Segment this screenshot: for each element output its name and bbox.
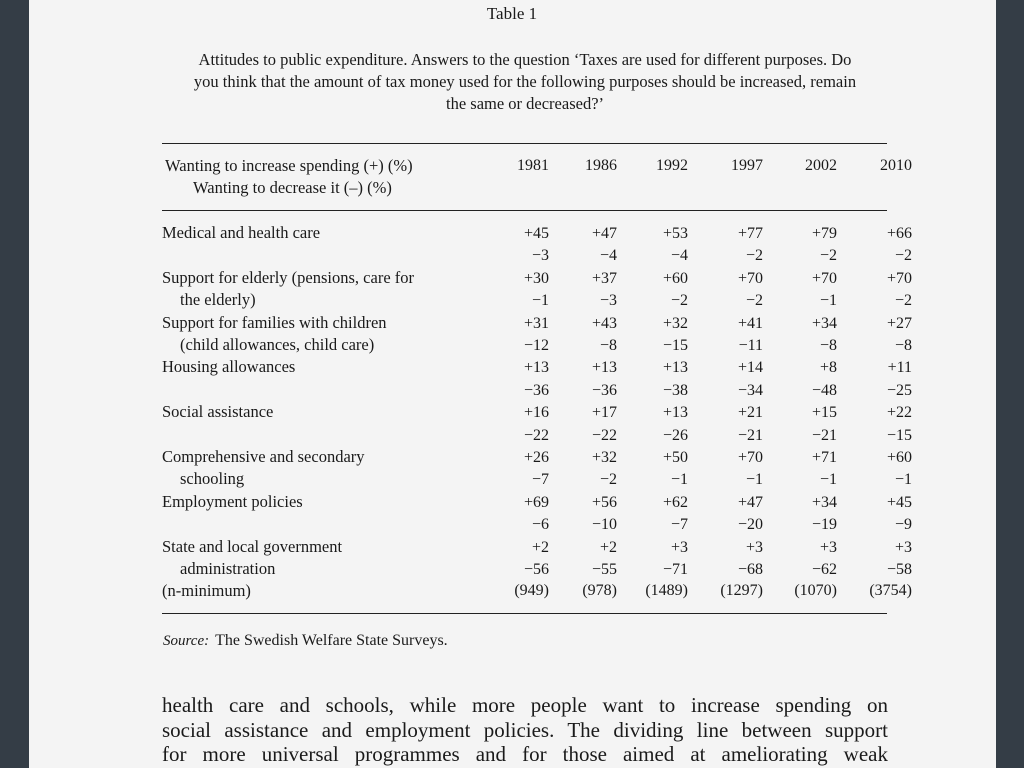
increase-value: +30 xyxy=(523,269,549,287)
increase-value: +60 xyxy=(662,269,688,287)
row-label: Medical and health care xyxy=(162,223,321,242)
decrease-value: −55 xyxy=(591,560,617,578)
year-header: 2002 xyxy=(805,157,837,174)
decrease-value: −1 xyxy=(531,292,549,310)
row-label: Comprehensive and secondary xyxy=(162,446,365,466)
increase-value: +41 xyxy=(737,314,763,332)
increase-value: +2 xyxy=(531,538,549,556)
n-minimum-value: (949) xyxy=(514,582,549,600)
year-header: 1992 xyxy=(656,157,688,174)
decrease-value: −2 xyxy=(745,247,763,265)
increase-value: +79 xyxy=(811,225,837,242)
row-label: Employment policies xyxy=(162,491,303,511)
decrease-value: −21 xyxy=(737,426,763,444)
increase-value: +13 xyxy=(591,359,617,377)
increase-value: +3 xyxy=(819,538,837,556)
decrease-value: −3 xyxy=(599,292,617,310)
header-decrease-label: Wanting to decrease it (–) (%) xyxy=(193,178,392,197)
year-header: 1997 xyxy=(731,157,763,174)
increase-value: +47 xyxy=(591,225,617,242)
table-row xyxy=(162,356,912,401)
decrease-value: −2 xyxy=(670,292,688,310)
decrease-value: −56 xyxy=(523,560,549,578)
decrease-value: −2 xyxy=(894,247,912,265)
decrease-value: −36 xyxy=(523,381,549,399)
row-label-continued: administration xyxy=(180,558,276,578)
table-row xyxy=(162,267,912,312)
decrease-value: −8 xyxy=(599,336,617,354)
table-bottom-rule xyxy=(162,613,887,614)
increase-value: +45 xyxy=(523,225,549,242)
n-minimum-value: (978) xyxy=(582,582,617,600)
increase-value: +66 xyxy=(886,225,912,242)
increase-value: +13 xyxy=(662,359,688,377)
n-minimum-value: (1489) xyxy=(645,582,688,600)
increase-value: +43 xyxy=(591,314,617,332)
decrease-value: −1 xyxy=(894,471,912,489)
n-minimum-value: (1070) xyxy=(794,582,837,600)
table-row xyxy=(162,446,912,491)
year-header: 1986 xyxy=(585,157,617,174)
decrease-value: −62 xyxy=(811,560,837,578)
row-label: State and local government xyxy=(162,536,343,556)
increase-value: +37 xyxy=(591,269,617,287)
increase-value: +70 xyxy=(737,269,763,287)
increase-value: +31 xyxy=(523,314,549,332)
body-line: health care and schools, while more people want to increase spending on xyxy=(162,693,888,717)
increase-value: +13 xyxy=(662,404,688,422)
table-row xyxy=(162,491,912,536)
increase-value: +21 xyxy=(737,404,763,422)
decrease-value: −6 xyxy=(531,516,549,534)
increase-value: +22 xyxy=(886,404,912,422)
n-minimum-value: (1297) xyxy=(720,582,763,600)
decrease-value: −15 xyxy=(662,336,688,354)
row-label-continued: schooling xyxy=(180,469,245,489)
increase-value: +17 xyxy=(591,404,617,422)
decrease-value: −19 xyxy=(811,516,837,534)
decrease-value: −34 xyxy=(737,381,763,399)
decrease-value: −20 xyxy=(737,516,763,534)
body-line: social assistance and employment policies. The dividing line between support xyxy=(162,717,888,742)
table-caption: Attitudes to public expenditure. Answers to the question ‘Taxes are used for different purposes. Do you think that the amount of tax money used for the following purposes should be increased, remain the same or decreased?’ xyxy=(193,50,857,113)
decrease-value: −1 xyxy=(670,471,688,489)
increase-value: +32 xyxy=(662,314,688,332)
table-row xyxy=(162,536,912,581)
row-label: Social assistance xyxy=(162,402,274,422)
decrease-value: −48 xyxy=(811,381,837,399)
decrease-value: −2 xyxy=(894,292,912,310)
increase-value: +32 xyxy=(591,448,617,466)
decrease-value: −12 xyxy=(523,336,549,354)
n-minimum-label: (n-minimum) xyxy=(162,581,251,601)
decrease-value: −4 xyxy=(670,247,688,265)
increase-value: +26 xyxy=(523,448,549,466)
increase-value: +15 xyxy=(811,404,837,422)
table-body xyxy=(162,222,912,603)
document-page xyxy=(29,0,996,768)
increase-value: +70 xyxy=(886,269,912,287)
table-title: Table 1 xyxy=(486,4,538,23)
decrease-value: −1 xyxy=(819,471,837,489)
decrease-value: −25 xyxy=(886,381,912,399)
increase-value: +27 xyxy=(886,314,912,332)
decrease-value: −9 xyxy=(894,516,912,534)
increase-value: +50 xyxy=(662,448,688,466)
increase-value: +77 xyxy=(737,225,763,242)
decrease-value: −36 xyxy=(591,381,617,399)
year-header: 1981 xyxy=(517,157,549,174)
body-line: for more universal programmes and for those aimed at ameliorating weak xyxy=(162,742,888,766)
row-label: Support for families with children xyxy=(162,312,387,332)
body-paragraph xyxy=(162,693,888,767)
decrease-value: −7 xyxy=(531,471,549,489)
row-label: Support for elderly (pensions, care for xyxy=(162,267,415,287)
decrease-value: −4 xyxy=(599,247,617,265)
decrease-value: −2 xyxy=(745,292,763,310)
table-header-rule xyxy=(162,210,887,211)
table-row xyxy=(162,401,912,446)
increase-value: +3 xyxy=(894,538,912,556)
increase-value: +13 xyxy=(523,359,549,377)
decrease-value: −22 xyxy=(591,426,617,444)
increase-value: +14 xyxy=(737,359,763,377)
source-text: The Swedish Welfare State Surveys. xyxy=(215,632,448,649)
increase-value: +16 xyxy=(523,404,549,422)
decrease-value: −10 xyxy=(591,516,617,534)
increase-value: +34 xyxy=(811,493,837,511)
table-row xyxy=(162,222,912,267)
increase-value: +34 xyxy=(811,314,837,332)
increase-value: +47 xyxy=(737,493,763,511)
decrease-value: −38 xyxy=(662,381,688,399)
decrease-value: −1 xyxy=(745,471,763,489)
year-header: 2010 xyxy=(880,157,912,174)
increase-value: +60 xyxy=(886,448,912,466)
increase-value: +45 xyxy=(886,493,912,511)
decrease-value: −8 xyxy=(819,336,837,354)
increase-value: +3 xyxy=(745,538,763,556)
table-row xyxy=(162,312,912,357)
increase-value: +62 xyxy=(662,493,688,511)
decrease-value: −68 xyxy=(737,560,763,578)
row-label: Housing allowances xyxy=(162,357,296,377)
header-increase-label: Wanting to increase spending (+) (%) xyxy=(165,156,413,175)
increase-value: +69 xyxy=(523,493,549,511)
decrease-value: −71 xyxy=(662,560,688,578)
table-source-note xyxy=(163,632,448,650)
decrease-value: −7 xyxy=(670,516,688,534)
n-minimum-value: (3754) xyxy=(869,582,912,600)
increase-value: +2 xyxy=(599,538,617,556)
decrease-value: −8 xyxy=(894,336,912,354)
decrease-value: −11 xyxy=(738,336,763,354)
decrease-value: −21 xyxy=(811,426,837,444)
decrease-value: −3 xyxy=(531,247,549,265)
decrease-value: −15 xyxy=(886,426,912,444)
source-label: Source: xyxy=(163,633,210,649)
increase-value: +71 xyxy=(811,448,837,466)
decrease-value: −58 xyxy=(886,560,912,578)
row-label-continued: the elderly) xyxy=(180,290,256,310)
decrease-value: −26 xyxy=(662,426,688,444)
table-top-rule xyxy=(162,143,887,144)
increase-value: +70 xyxy=(811,269,837,287)
increase-value: +56 xyxy=(591,493,617,511)
decrease-value: −22 xyxy=(523,426,549,444)
increase-value: +8 xyxy=(819,359,837,377)
increase-value: +11 xyxy=(887,359,912,377)
increase-value: +70 xyxy=(737,448,763,466)
increase-value: +53 xyxy=(662,225,688,242)
decrease-value: −2 xyxy=(599,471,617,489)
increase-value: +3 xyxy=(670,538,688,556)
decrease-value: −2 xyxy=(819,247,837,265)
n-minimum-row xyxy=(162,580,912,602)
row-label-continued: (child allowances, child care) xyxy=(180,334,375,354)
decrease-value: −1 xyxy=(819,292,837,310)
